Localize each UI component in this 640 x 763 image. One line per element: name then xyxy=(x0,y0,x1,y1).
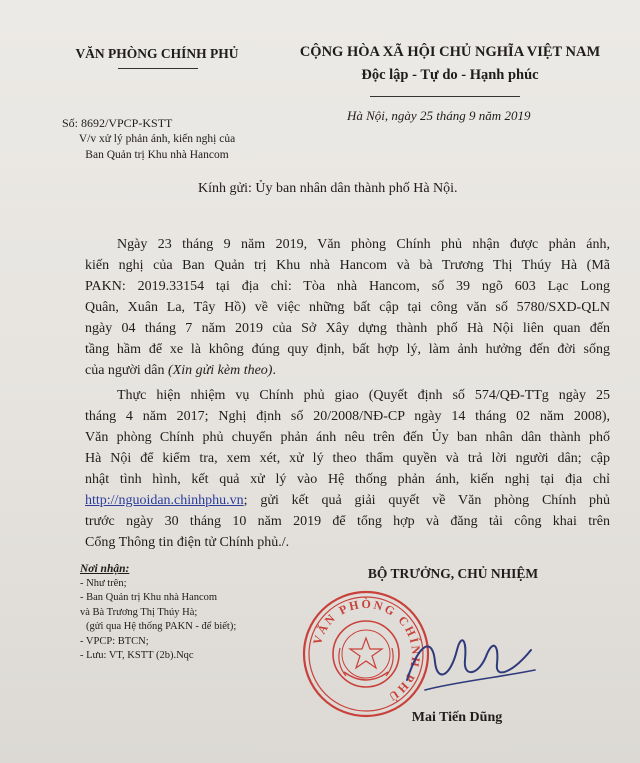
attachment-note: (Xin gửi kèm theo) xyxy=(168,363,273,378)
paragraph-2-line: Hà Nội để kiểm tra, xem xét, xử lý theo thẩm quyền và trả lời người dân; cập xyxy=(85,451,610,466)
paragraph-1-last-line xyxy=(85,360,610,381)
seal-text: VĂN PHÒNG CHÍNH PHỦ xyxy=(310,596,424,705)
addressee: Kính gửi: Ủy ban nhân dân thành phố Hà Nội. xyxy=(198,181,458,196)
paragraph-2-line: Thực hiện nhiệm vụ Chính phủ giao (Quyết định số 574/QĐ-TTg ngày 25 xyxy=(117,388,610,403)
subject-block xyxy=(52,131,262,163)
national-header xyxy=(290,44,610,84)
paragraph-1 xyxy=(85,234,610,381)
agency-name: VĂN PHÒNG CHÍNH PHỦ xyxy=(75,46,239,61)
paragraph-2-line: Cổng Thông tin điện tử Chính phủ./. xyxy=(85,535,290,550)
recipient-item: - Ban Quản trị Khu nhà Hancom xyxy=(80,592,218,603)
paragraph-1-line: Ngày 23 tháng 9 năm 2019, Văn phòng Chính phủ nhận được phản ánh, xyxy=(117,237,610,252)
paragraph-1-line: PAKN: 2019.33154 tại địa chỉ: Tòa nhà Hancom, số 39 ngõ 603 Lạc Long xyxy=(85,279,610,294)
paragraph-1-line: tầng hầm để xe là không đúng quy định, bất hợp lý, làm ảnh hưởng đến đời sống xyxy=(85,342,610,357)
recipient-item: - VPCP: BTCN; xyxy=(80,635,149,647)
paragraph-2-link-line xyxy=(85,490,610,511)
place-and-date: Hà Nội, ngày 25 tháng 9 năm 2019 xyxy=(347,108,531,123)
signer-name: Mai Tiến Dũng xyxy=(411,710,503,725)
recipient-item: - Như trên; xyxy=(80,577,127,589)
paragraph-2-line: Văn phòng Chính phủ chuyển phản ánh nêu trên đến Ủy ban nhân dân thành phố xyxy=(85,430,610,445)
paragraph-1-line: Quân, Xuân La, Tây Hồ) về việc những bất cập tại công văn số 5780/SXD-QLN xyxy=(85,300,610,315)
recipients-block xyxy=(80,562,290,664)
paragraph-1-period: . xyxy=(272,363,276,378)
citizen-portal-link[interactable]: http://nguoidan.chinhphu.vn xyxy=(85,493,244,508)
paragraph-2-line: nhật tình hình, kết quả xử lý vào Hệ thống phản ánh, kiến nghị tại địa chỉ xyxy=(85,472,610,487)
signature-icon xyxy=(395,620,545,700)
signer-title: BỘ TRƯỞNG, CHỦ NHIỆM xyxy=(367,566,539,581)
paragraph-2 xyxy=(85,385,610,553)
recipient-item: - Lưu: VT, KSTT (2b).Nqc xyxy=(80,650,194,661)
recipients-list xyxy=(80,577,290,664)
recipient-item: và Bà Trương Thị Thúy Hà; xyxy=(80,606,198,618)
paragraph-1-last-text: của người dân xyxy=(85,363,169,378)
subject-line-1: V/v xử lý phản ánh, kiến nghị của xyxy=(78,133,236,145)
paragraph-1-line: ngày 04 tháng 7 năm 2019 của Sở Xây dựng thành phố Hà Nội liên quan đến xyxy=(85,321,610,336)
document-number: Số: 8692/VPCP-KSTT xyxy=(62,116,173,130)
paragraph-1-line: kiến nghị của Ban Quản trị Khu nhà Hancom và bà Trương Thị Thúy Hà (Mã xyxy=(85,258,610,273)
country-name: CỘNG HÒA XÃ HỘI CHỦ NGHĨA VIỆT NAM xyxy=(299,44,601,60)
recipients-title: Nơi nhận: xyxy=(80,563,130,575)
motto-underline xyxy=(370,96,520,97)
recipient-item: (gửi qua Hệ thống PAKN - để biết); xyxy=(86,621,237,632)
paragraph-2-line: trước ngày 30 tháng 10 năm 2019 để tổng hợp và đăng tải công khai trên xyxy=(85,514,610,529)
subject-line-2: Ban Quản trị Khu nhà Hancom xyxy=(85,149,229,161)
national-motto: Độc lập - Tự do - Hạnh phúc xyxy=(361,67,539,83)
agency-underline xyxy=(118,68,198,69)
paragraph-2-link-after: ; gửi kết quả giải quyết về Văn phòng Chính phủ xyxy=(243,493,610,508)
paragraph-2-line: tháng 4 năm 2017; Nghị định số 20/2008/NĐ-CP ngày 14 tháng 02 năm 2008), xyxy=(85,409,610,424)
